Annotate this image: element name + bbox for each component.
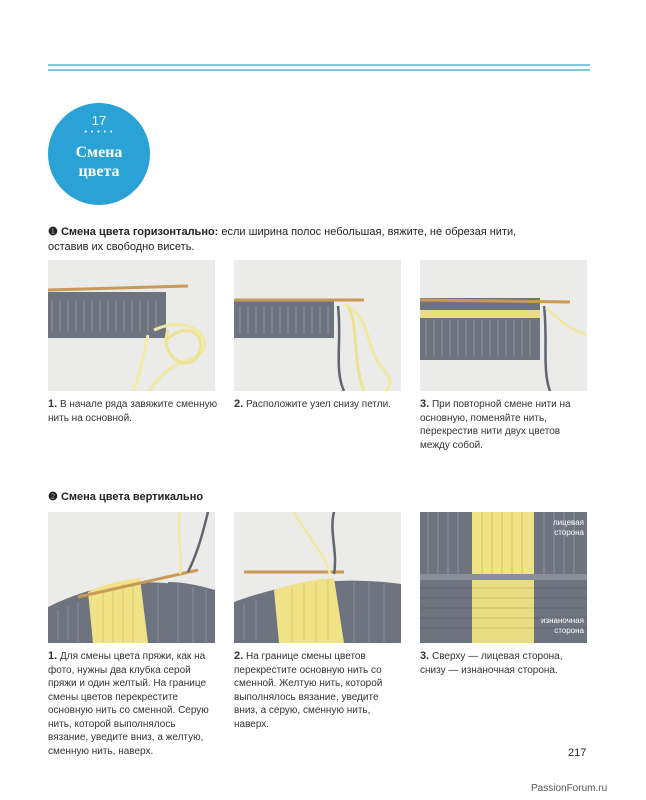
- page-number: 217: [568, 747, 587, 759]
- step-number: 2.: [234, 650, 244, 662]
- badge-dots: • • • • •: [84, 129, 114, 136]
- caption-horizontal-3: [420, 398, 590, 452]
- caption-vertical-3: [420, 650, 590, 677]
- section1-heading-text: если ширина полос небольшая, вяжите, не обрезая нити, оставив их свободно висеть.: [48, 226, 517, 253]
- section1-marker: ❶: [48, 226, 58, 238]
- step-text: На границе смены цветов перекрестите основную нить со сменной. Желтую нить, которой выполнялось вязание, уведите вниз, а серую, сменную нить, наверх.: [234, 651, 383, 730]
- step-number: 1.: [48, 398, 58, 410]
- section2-heading: [48, 490, 203, 505]
- watermark: PassionForum.ru: [531, 783, 608, 794]
- caption-horizontal-1: [48, 398, 218, 425]
- step-text: Для смены цвета пряжи, как на фото, нужны два клубка серой пряжи и один желтый. На границе смены цветов перекрестите основную нить со сменной. Серую нить, которой выполнялось вязание, уведите вниз, а желтую, сменную нить, наверх.: [48, 651, 209, 757]
- top-rule: [48, 64, 590, 66]
- step-text: При повторной смене нити на основную, поменяйте нить, перекрестив нити двух цветов между собой.: [420, 399, 571, 451]
- photo-vertical-2: [234, 512, 401, 643]
- step-text: Сверху — лицевая сторона, снизу — изнаночная сторона.: [420, 651, 563, 676]
- badge-title: [48, 143, 150, 181]
- section2-marker: ❷: [48, 491, 58, 503]
- step-number: 1.: [48, 650, 58, 662]
- step-number: 2.: [234, 398, 244, 410]
- caption-vertical-2: [234, 650, 404, 731]
- step-number: 3.: [420, 398, 430, 410]
- photo-horizontal-3: [420, 260, 587, 391]
- section2-heading-bold: Смена цвета вертикально: [60, 491, 204, 503]
- photo-horizontal-2: [234, 260, 401, 391]
- caption-horizontal-2: [234, 398, 404, 412]
- photo-horizontal-1: [48, 260, 215, 391]
- badge-number: 17: [91, 113, 107, 128]
- section-badge: [48, 103, 150, 205]
- badge-title-line2: цвета: [78, 163, 120, 180]
- step-text: Расположите узел снизу петли.: [243, 399, 391, 410]
- step-number: 3.: [420, 650, 430, 662]
- top-rule-thin: [48, 69, 590, 71]
- photo-vertical-1: [48, 512, 215, 643]
- caption-vertical-1: [48, 650, 218, 758]
- section1-heading: [48, 225, 548, 255]
- step-text: В начале ряда завяжите сменную нить на основной.: [48, 399, 218, 424]
- label-back-side: изнаночная сторона: [540, 616, 584, 635]
- badge-title-line1: Смена: [75, 144, 123, 161]
- section1-heading-bold: Смена цвета горизонтально:: [60, 226, 219, 238]
- label-front-side: лицевая сторона: [552, 518, 584, 537]
